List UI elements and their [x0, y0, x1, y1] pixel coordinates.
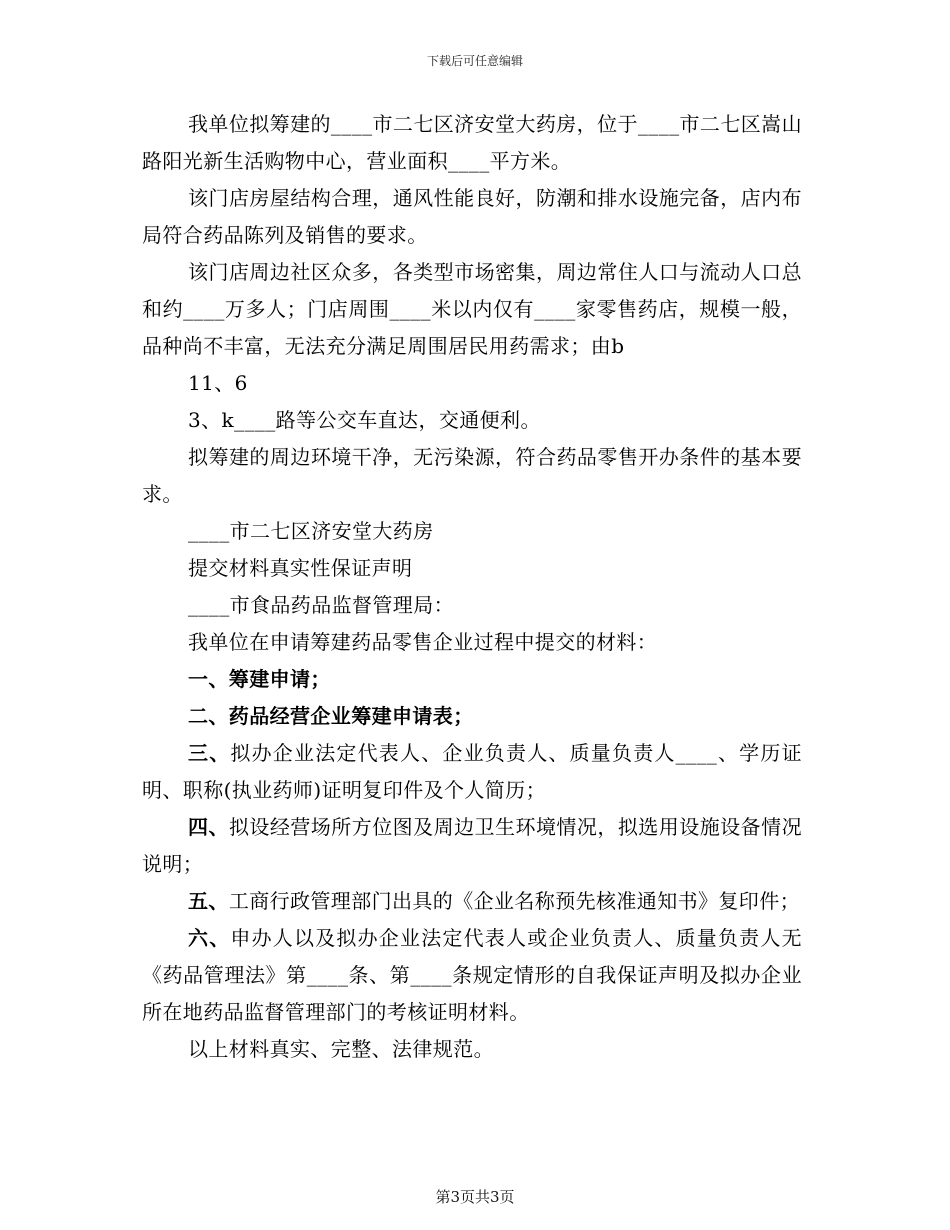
- material-item-5-number: 五、: [188, 889, 229, 913]
- signature-pharmacy-name: ____市二七区济安堂大药房: [188, 519, 434, 543]
- material-item-3-number: 三、: [188, 741, 231, 765]
- paragraph-line-11-6: 11、6: [188, 371, 248, 395]
- paragraph-structure: 该门店房屋结构合理，通风性能良好，防潮和排水设施完备，店内布局符合药品陈列及销售的要求。: [142, 186, 802, 247]
- material-item-5: [142, 883, 802, 920]
- material-item-2: 二、药品经营企业筹建申请表；: [188, 704, 474, 728]
- paragraph-transport: 3、k____路等公交车直达，交通便利。: [188, 408, 541, 432]
- material-item-3-text: 拟办企业法定代表人、企业负责人、质量负责人____、学历证明、职称(执业药师)证明复印件及个人简历；: [142, 741, 802, 802]
- material-item-4: [142, 809, 802, 883]
- material-item-5-text: 工商行政管理部门出具的《企业名称预先核准通知书》复印件；: [228, 889, 801, 913]
- material-item-4-text: 拟设经营场所方位图及周边卫生环境情况，拟选用设施设备情况说明；: [142, 815, 802, 876]
- paragraph-environment: 拟筹建的周边环境干净，无污染源，符合药品零售开办条件的基本要求。: [142, 445, 802, 506]
- addressee: ____市食品药品监督管理局：: [188, 593, 454, 617]
- material-item-4-number: 四、: [188, 815, 229, 839]
- material-item-6-text: 申办人以及拟办企业法定代表人或企业负责人、质量负责人无《药品管理法》第____条、第____条规定情形的自我保证声明及拟办企业所在地药品监督管理部门的考核证明材料。: [142, 926, 802, 1024]
- material-item-6-number: 六、: [188, 926, 231, 950]
- material-item-6: [142, 920, 802, 1031]
- material-item-1: 一、筹建申请；: [188, 667, 331, 691]
- statement-title: 提交材料真实性保证声明: [188, 556, 413, 580]
- materials-intro: 我单位在申请筹建药品零售企业过程中提交的材料：: [188, 630, 658, 654]
- paragraph-location: 我单位拟筹建的____市二七区济安堂大药房，位于____市二七区嵩山路阳光新生活购物中心，营业面积____平方米。: [142, 112, 802, 173]
- paragraph-surroundings: 该门店周边社区众多，各类型市场密集，周边常住人口与流动人口总和约____万多人；门店周围____米以内仅有____家零售药店，规模一般，品种尚不丰富，无法充分满足周围居民用药需求；由b: [142, 260, 802, 358]
- page-number-footer: 第3页共3页: [435, 1188, 515, 1206]
- closing-statement: 以上材料真实、完整、法律规范。: [188, 1037, 494, 1061]
- material-item-3: [142, 735, 802, 809]
- page-header-note: 下载后可任意编辑: [426, 54, 523, 68]
- document-body: [142, 106, 802, 1068]
